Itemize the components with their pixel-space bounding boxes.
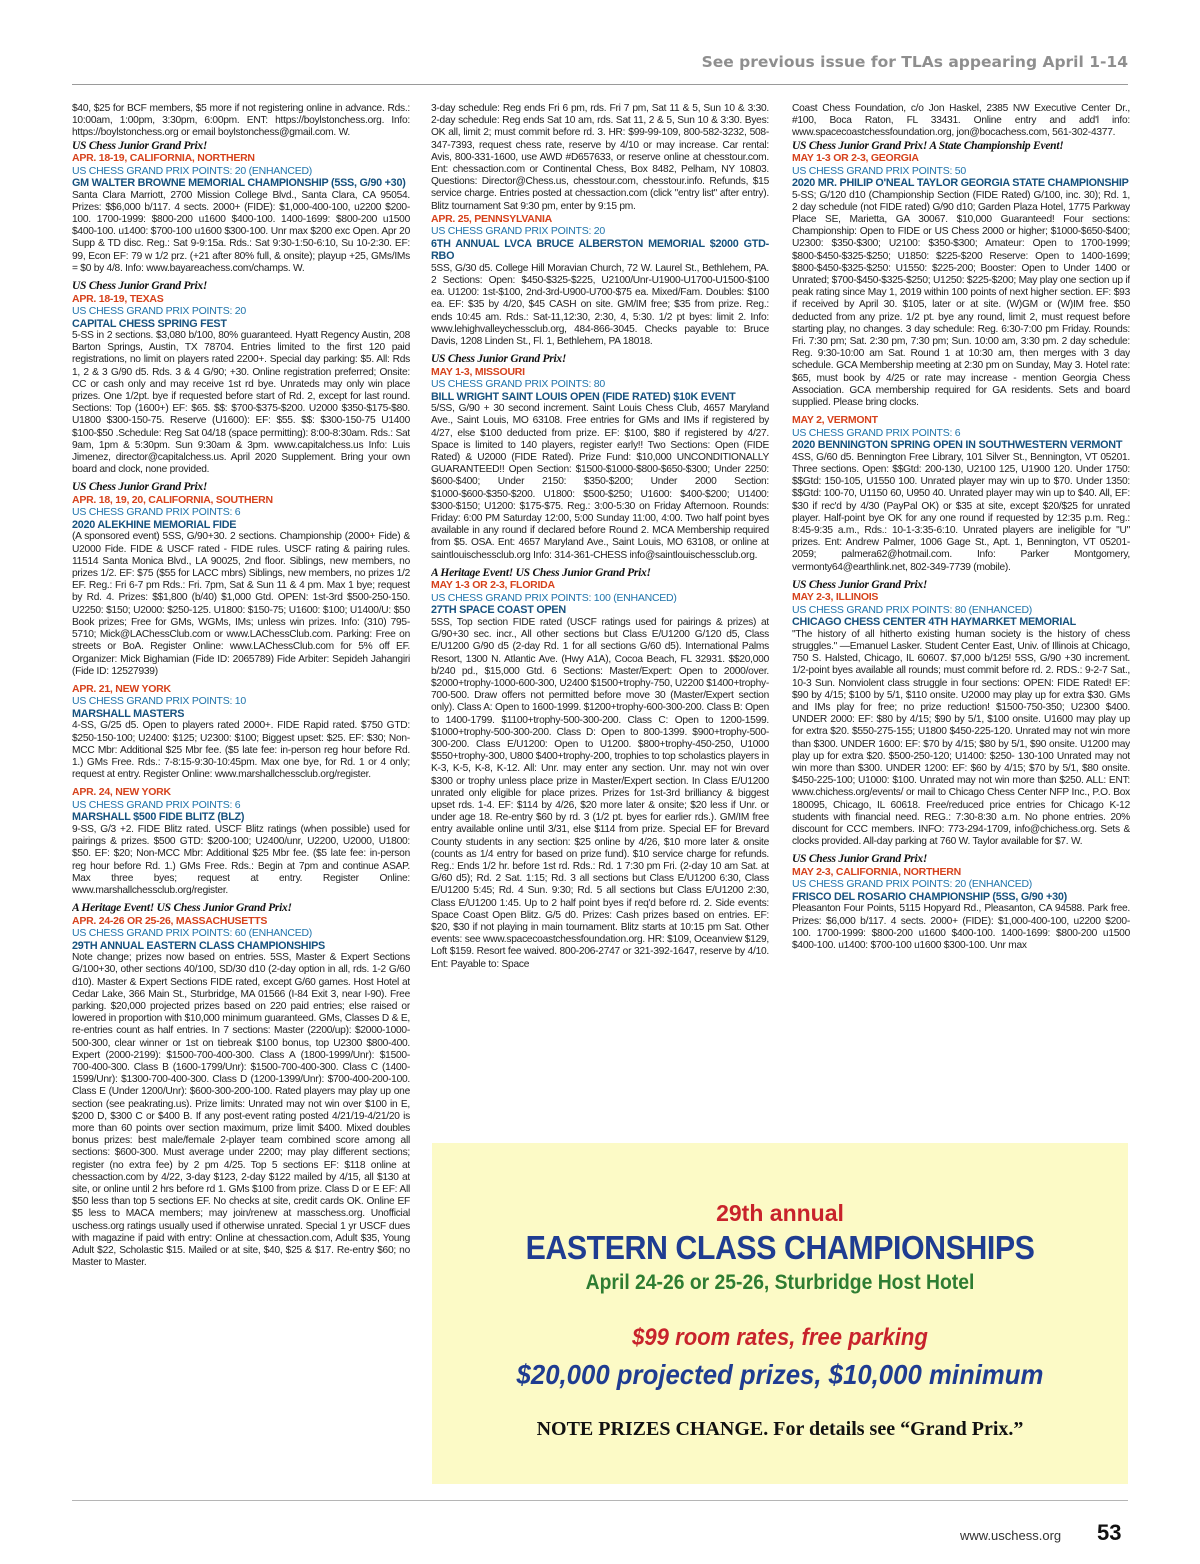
event-title: BILL WRIGHT SAINT LOUIS OPEN (FIDE RATED) $10K EVENT [431,390,736,403]
event-details: "The history of all hitherto existing human society is the history of chess struggles." —Emanuel Lasker. Student Center East, Univ. of Illinois at Chicago, 750 S. Halsted, Chicago, IL 60607. $7,000 b/125! 5SS, G/90 +30 increment. 1/2-point byes available all rounds; must commit before rd. 2. RDS.: 9-2-7 Sat., 10-3 Sun. Nonviolent class struggle in four sections: OPEN: FIDE Rated! EF: $90 by 4/15; $100 by 5/1, $110 onsite. U2000 may play up for extra $30. GMs and IMs play for free; no prize reduction! $1500-750-350; U2300 $400. UNDER 2000: EF: $80 by 4/15; $90 by 5/1, $100 onsite. U1600 may play up for extra $20. $550-275-155; U1800 $450-225-120. Unrated may not win more than $300. UNDER 1600: EF: $70 by 4/15; $80 by 5/1, $90 onsite. U1200 may play up for extra $20. $500-250-120; U1400: $250- 130-100 Unrated may not win more than $300. UNDER 1200: EF: $60 by 4/15; $70 by 5/1, $80 onsite. $450-225-100; U1000: $100. Unrated may not win more than $250. ALL: ENT: www.chichess.org/events/ or mail to Chicago Chess Center NFP Inc., P.O. Box 180095, Chicago, IL 60618. Free/reduced price entries for Chicago K-12 students with financial need. REG.: 7:30-8:30 a.m. No phone entries. 20% discount for CCC members. INFO: 773-294-1709, info@chichess.org. Sets & clocks provided. All-day parking at 760 W. Taylor available for $7. W. [792,628,1130,848]
event-date: MAY 1-3 OR 2-3, FLORIDA [431,579,555,592]
event-title: MARSHALL MASTERS [72,707,185,720]
event-title: GM WALTER BROWNE MEMORIAL CHAMPIONSHIP (5SS, G/90 +30) [72,177,406,190]
event-title: 6TH ANNUAL LVCA BRUCE ALBERSTON MEMORIAL $2000 GTD-RBO [431,237,769,263]
event-listing [72,683,410,782]
event-details: 4SS, G/60 d5. Bennington Free Library, 101 Silver St., Bennington, VT 05201. Three sections. Open: $$Gtd: 200-130, U2100 125, U1900 120. Under 1750: $$Gtd: 150-105, U1550 100. Unrated player may win up to $70. Under 1350: $$Gtd: 100-70, U1150 60, U950 40. Unrated player may win up to $40. All, EF: $30 if rec'd by 4/30 (PayPal OK) or $35 at site, except $20/$25 for unrated player. Half-point bye OK for any one round if requested by 12:35 p.m. Reg.: 8:45-9:35 a.m., Rds.: 10-1-3:35-6:10. Unrated players are ineligible for "U" prizes. Ent: Andrew Palmer, 1006 Gage St., Apt. 1, Bennington, VT 05201-2059; palmera62@hotmail.com. Info: Parker Montgomery, vermonty64@earthlink.net, 802-349-7739 (mobile). [792,451,1130,573]
event-title: MARSHALL $500 FIDE BLITZ (BLZ) [72,811,245,824]
ad-rates: $99 room rates, free parking [632,1324,928,1351]
grand-prix-points: US CHESS GRAND PRIX POINTS: 20 [431,225,605,238]
event-date: APR. 18-19, TEXAS [72,292,164,305]
grand-prix-points: US CHESS GRAND PRIX POINTS: 20 (ENHANCED) [72,164,313,177]
column-intro: $40, $25 for BCF members, $5 more if not registering online in advance. Rds.: 10:00am, 1:00pm, 3:30pm, 6:00pm. ENT: https://boylstonchess.org. Info: https://boylstonchess.org or email boylstonchess@gmail.com. W. [72,103,410,139]
page-number: 53 [1097,1520,1122,1545]
event-details: 5SS, Top section FIDE rated (USCF ratings used for pairings & prizes) at G/90+30 sec. incr., All other sections but Class E/U1200 G/120 d5, Class E/U1200 G/90 d5 (2-day Rd. 1 for all sections G/60 d5). International Palms Resort, 1300 N. Atlantic Ave. (Hwy A1A), Cocoa Beach, FL 32931. $$20,000 b/240 pd., $15,000 Gtd. 6 Sections: Master/Expert: Open to 2000/over. $2000+trophy-1000-600-300, U2400 $1500+trophy-750, U2200 $1400+trophy-700-500. Draw offers not permitted before move 30 (Master/Expert section only). Class A: Open to 1600-1999. $1200+trophy-600-300-200. Class B: Open to 1400-1799. $1100+trophy-500-300-200. Class C: Open to 1200-1599. $1000+trophy-500-300-200. Class D: Open to 800-1399. $900+trophy-500-300-200. Class E/U1200: Open to U1200. $800+trophy-450-250, U1000 $550+trophy-300, U800 $400+trophy-200, trophies to top scholastics players in K-3, K-5, K-8, K-12. All: Unr. may enter any section. Unr. may not win over $300 or trophy unless place prize in Master/Expert section. In Class E/U1200 unrated only eligible for place prizes. Prizes for 1st-3rd brilliancy & biggest upset rds. 1-4. EF: $114 by 4/26, $20 more later & onsite; $20 less if Unr. or under age 18. Re-entry $60 by rd. 3 (1/2 pt. byes for earlier rds.). GM/IM free entry available online until 3/31, else $114 from prize. Special EF for Brevard County students in any section: $25 online by 4/26, $10 more later & onsite (counts as 1/4 entry for based on prize fund). $10 service charge for refunds. Reg.: Ends 1/2 hr. before 1st rd. Rds.: Rd. 1 7:30 pm Fri. (2-day 10 am Sat. at G/60 d5); Rd. 2 Sat. 1:15; Rd. 3 all sections but Class E/U1200 6:30, Class E/U1200 5:45; Rd. 4 Sun. 9:30; Rd. 5 all sections but Class E/U1200 2:30, Class E/U1200 1:45. Up to 2 half point byes if req'd before rd. 2. Side events: Space Coast Open Blitz. G/5 d0. Prizes: Cash prizes based on entries. EF: $20, $30 if not playing in main tournament. Blitz starts at 10:15 pm Sat. Other events: see www.spacecoastchessfoundation.org. HR: $109, Oceanview $129, Loft $159. Resort fee waived. 800-206-2747 or 321-392-1647, reserve by 4/10. Ent: Payable to: Space [431,616,769,970]
event-date: MAY 2-3, ILLINOIS [792,591,879,604]
grand-prix-points: US CHESS GRAND PRIX POINTS: 6 [792,426,961,439]
event-title: CAPITAL CHESS SPRING FEST [72,317,227,330]
event-listing [431,567,769,971]
event-date: APR. 25, PENNSYLVANIA [431,212,552,225]
footer-url: www.uschess.org [960,1528,1062,1543]
event-tagline: US Chess Junior Grand Prix! [792,578,928,591]
event-details: 5SS, G/30 d5. College Hill Moravian Church, 72 W. Laurel St., Bethlehem, PA. 2 Sections: Open: $450-$325-$225, U2100/Unr-U1900-U1700-U1500-$100 ea. U1200: 1st-$100, 2nd-3rd-U900-U700-$75 ea. Mixed/Fam. Doubles: $100 ea. EF: $35 by 4/20, $45 CASH on site. GM/IM free; $35 from prize. Reg.: ends 10:45 am. Rds.: Sat-11,12:30, 2:30, 4, 5:30. 1/2 pt byes: limit 2. Info: www.lehighvalleychessclub.org, 484-866-3045. Checks payable to: Bruce Davis, 1208 Linden St., Fl. 1, Bethlehem, PA 18018. [431,262,769,348]
event-tagline: US Chess Junior Grand Prix! [72,481,208,494]
ad-note: NOTE PRIZES CHANGE. For details see “Grand Prix.” [536,1418,1024,1440]
header-rule [72,84,1128,85]
event-listing [792,414,1130,574]
column-intro: Coast Chess Foundation, c/o Jon Haskel, 2385 NW Executive Center Dr., #100, Boca Raton, FL 33431. Online entry and add'l info: www.spacecoastchessfoundation.org, jon@bocachess.com, 561-302-4377. [792,103,1130,139]
event-date: APR. 18-19, CALIFORNIA, NORTHERN [72,152,255,165]
event-title: 2020 MR. PHILIP O'NEAL TAYLOR GEORGIA STATE CHAMPIONSHIP [792,177,1129,190]
event-details: 5/SS, G/90 + 30 second increment. Saint Louis Chess Club, 4657 Maryland Ave., Saint Louis, MO 63108. Free entries for GMs and IMs if registered by 4/27, else $100 deducted from prize. EF: $100, $80 if registered by 4/27. Space is limited to 140 players, register early!! Two Sections: Open (FIDE Rated) & U2000 (FIDE Rated). Prize Fund: $10,000 UNCONDITIONALLY GUARANTEED!! Open Section: $1500-$1000-$800-$650-$300; Under 2250: $600-$400; Under 2150: $350-$200; Under 2000 Section: $1000-$600-$350-$200. U1800: $500-$250; U1600: $400-$200; U1400: $300-$150; U1200: $175-$75. Reg.: 3:00-5:30 on Friday Afternoon. Rounds: Friday: 6:00 PM Saturday 12:00, 5:00 Sunday 11:00, 4:00. Two half point byes available in any round if declared before Round 2. MCA Membership required from $5. OSA. Ent: 4657 Maryland Ave., Saint Louis, MO 63108, or online at saintlouischessclub.org Info: 314-361-CHESS info@saintlouischessclub.org. [431,403,769,561]
event-date: APR. 24-26 OR 25-26, MASSACHUSETTS [72,914,268,927]
event-list [72,140,410,1270]
grand-prix-points: US CHESS GRAND PRIX POINTS: 100 (ENHANCED) [431,591,677,604]
tournament-advertisement [432,1143,1128,1484]
footer-rule [72,1500,1128,1501]
event-date: APR. 24, NEW YORK [72,786,171,799]
column-2 [431,103,769,976]
event-listing [72,140,410,275]
event-listing [792,579,1130,849]
event-tagline: A Heritage Event! US Chess Junior Grand Prix! [72,902,292,915]
event-details: 5-SS; G/120 d10 (Championship Section (FIDE Rated) G/100, inc. 30); Rd. 1, 2 day schedule (not FIDE rated) G/90 d10; Garden Plaza Hotel, 1775 Parkway Place SE, Marietta, GA 30067. $10,000 Guaranteed! Four sections: Championship: Open to FIDE or US Chess 2000 or higher; $1000-$650-$400; U2300: $350-$300; U2100: $350-$300; Amateur: Open to 1700-1999; $800-$450-$325-$250; U1850: $225-$200 Reserve: Open to 1400-1699; $800-$450-$325-$250: U1550: $225-200; Booster: Open to Under 1400 or Unrated; $700-$450-$325-$250; U1250: $225-$200; May play one section up if peak rating since May 1, 2019 within 100 points of next higher section. EF: $93 if received by April 30. $105, later or at site. (W)GM or (W)IM free. $50 deducted from any prize. 1/2 pt. bye any round, limit 2, must request before starting play, no changes. 3 day schedule: Reg. 6:30-7:00 pm Friday. Rounds: Fri. 7:30 pm; Sat. 2:30 pm, 7:30 pm; Sun. 10:00 am, 3:30 pm. 2 day schedule: Reg. 9:30-10:00 am Sat. Round 1 at 10:30 am, then merges with 3 day schedule. GCA Membership meeting at 2:30 pm on Sunday, May 3. Hotel rate: $65, must book by 4/25 or rate may increase - mention Georgia Chess Association. GCA membership required for GA residents. Sets and board supplied. Please bring clocks. [792,189,1130,409]
event-date: MAY 2, VERMONT [792,414,878,427]
ad-prizes: $20,000 projected prizes, $10,000 minimum [516,1359,1044,1390]
column-3 [792,103,1130,957]
ad-dates: April 24-26 or 25-26, Sturbridge Host Hotel [585,1271,975,1294]
event-listing [72,902,410,1269]
event-date: MAY 1-3, MISSOURI [431,365,525,378]
event-date: APR. 21, NEW YORK [72,682,171,695]
event-list [431,213,769,971]
event-tagline: US Chess Junior Grand Prix! A State Championship Event! [792,139,1064,152]
event-date: MAY 2-3, CALIFORNIA, NORTHERN [792,865,961,878]
grand-prix-points: US CHESS GRAND PRIX POINTS: 6 [72,506,241,519]
event-listing [72,481,410,677]
grand-prix-points: US CHESS GRAND PRIX POINTS: 80 (ENHANCED) [792,603,1033,616]
event-details: 9-SS, G/3 +2. FIDE Blitz rated. USCF Blitz ratings (when possible) used for pairings & prizes. $500 GTD: $200-100; U2400/unr, U2200, U2000, U1800: $50. EF: $20; Non-MCC Mbr: Additional $25 Mbr fee. ($5 late fee: in-person reg hour before Rd. 1.) GMs Free. Rds.: Begin at 7pm and continue ASAP. Max three byes; request at entry. Register Online: www.marshallchessclub.org/register. [72,823,410,896]
grand-prix-points: US CHESS GRAND PRIX POINTS: 60 (ENHANCED) [72,927,313,940]
event-tagline: US Chess Junior Grand Prix! [792,853,928,866]
event-listing [72,280,410,476]
event-tagline: US Chess Junior Grand Prix! [431,353,567,366]
event-title: 29TH ANNUAL EASTERN CLASS CHAMPIONSHIPS [72,939,326,952]
grand-prix-points: US CHESS GRAND PRIX POINTS: 20 (ENHANCED) [792,878,1033,891]
event-title: CHICAGO CHESS CENTER 4TH HAYMARKET MEMORIAL [792,616,1076,629]
page-header: See previous issue for TLAs appearing April 1-14 [701,53,1128,71]
event-details: (A sponsored event) 5SS, G/90+30. 2 sections. Championship (2000+ Fide) & U2000 Fide. FIDE & USCF rated - FIDE rules. USCF rating & pairing rules. 11514 Santa Monica Blvd., LA 90025, 2nd floor. Siblings, new members, no prizes 1/2. EF: $75 ($55 for LACC mbrs) Siblings, new members, no prizes 1/2 EF. Reg.: Fri 6-7 pm Rds.: Fri. 7pm, Sat & Sun 11 & 4 pm. Max 1 bye; request by Rd. 4. Prizes: $$1,800 (b/40) $1,000 Gtd. OPEN: 1st-3rd $500-250-150. U2250: $150; U2000: $250-125. U1800: $150-75; U1600: $100; U1400/U: $50 Book prizes; Free for GMs, WGMs, IMs; unless win prizes. Info: (310) 795-5710; Mick@LAChessClub.com or www.LAChessClub.com. Parking: Free on streets or BoA. Register Online: www.LAChessClub.com for 5% off EF. Organizer: Mick Bighamian (Fide ID: 2065789) Fide Arbiter: Sepideh Jahangiri (Fide ID: 12527939) [72,531,410,677]
event-date: MAY 1-3 OR 2-3, GEORGIA [792,152,919,165]
grand-prix-points: US CHESS GRAND PRIX POINTS: 80 [431,378,605,391]
event-details: 5-SS in 2 sections. $3,080 b/100, 80% guaranteed. Hyatt Regency Austin, 208 Barton Springs, Austin, TX 78704. Entries limited to the first 120 paid registrations, no limit on players rated 2200+. Special day parking: $5. All: Rds 1, 2 & 3 G/90 d5. Rds. 3 & 4 G/90; +30. Online registration preferred; Onsite: CC or cash only and may receive 1st rd bye. Unrateds may only win place prizes. One 1/2pt. bye if requested before start of Rd. 2, except for last round. Sections: Top (1600+) EF: $65. $$: $700-$375-$200. U2000 $350-$175-$80. U1800 $300-150-75. Reserve (U1600): EF: $55. $$: $300-150-75 U1400 $100-$50 .Schedule: Reg Sat 04/18 (space permitting): 8:00-8:30am. Rds.: Sat 9am, 1pm & 5:30pm. Sun 9:30am & 3pm. www.capitalchess.us Info: Luis Jimenez, director@capitalchess.us. April 2020 Supplement. Bring your own board and clock, none provided. [72,330,410,476]
grand-prix-points: US CHESS GRAND PRIX POINTS: 50 [792,164,966,177]
grand-prix-points: US CHESS GRAND PRIX POINTS: 20 [72,305,246,318]
event-tagline: A Heritage Event! US Chess Junior Grand Prix! [431,566,651,579]
event-list [792,140,1130,953]
event-title: 27TH SPACE COAST OPEN [431,604,566,617]
event-details: 4-SS, G/25 d5. Open to players rated 2000+. FIDE Rapid rated. $750 GTD: $250-150-100; U2400: $125; U2300: $100; Biggest upset: $25. EF: $30; Non-MCC Mbr: Additional $25 Mbr fee. ($5 late fee: in-person reg hour before Rd. 1.) GMs Free. Rds.: 7-8:15-9:30-10:45pm. Max one bye, for Rd. 1 or 4 only; request at entry. Register Online: www.marshallchessclub.org/register. [72,720,410,781]
event-title: 2020 ALEKHINE MEMORIAL FIDE [72,518,237,531]
event-title: 2020 BENNINGTON SPRING OPEN IN SOUTHWESTERN VERMONT [792,439,1123,452]
ad-edition: 29th annual [716,1200,844,1226]
event-tagline: US Chess Junior Grand Prix! [72,280,208,293]
grand-prix-points: US CHESS GRAND PRIX POINTS: 6 [72,798,241,811]
event-details: Santa Clara Marriott, 2700 Mission College Blvd., Santa Clara, CA 95054. Prizes: $$6,000 b/117. 4 sects. 2000+ (FIDE): $1,000-400-100, u2200 $200-100. 1700-1999: $800-200 u1600 $400-100. 1400-1699: $800-200 u1500 $400-100. u1400: $700-100 u1600 $300-100. Unr max $200 exc Open. Apr 20 Supp & TD disc. Reg.: Sat 9-9:15a. Rds.: Sat 9:30-1:50-6:10, Su 10-2:30. EF: 99, Econ EF: 79 w 1/2 prz. (+21 after 80% full, & onsite); playup +25, GMs/IMs = $0 by 4/8. Info: www.bayareachess.com/champs. W. [72,189,410,274]
event-listing [792,140,1130,410]
column-intro: 3-day schedule: Reg ends Fri 6 pm, rds. Fri 7 pm, Sat 11 & 5, Sun 10 & 3:30. 2-day schedule: Reg ends Sat 10 am, rds. Sat 11, 2 & 5, Sun 10 & 3:30. Byes: OK all, limit 2; must commit before rd. 3. HR: $99-99-109, 800-582-3232, 508-347-7393, request chess rate, reserve by 4/10 or may increase. Car rental: Avis, 800-331-1600, use AWD #D657633, or reserve online at chesstour.com. Ent: chessaction.com or Continental Chess, Box 8482, Pelham, NY 10803. Questions: Director@Chess.us, chesstour.com, chesstour.info. Refunds, $15 service charge. Entries posted at chessaction.com (click "entry list" after entry). Blitz tournament Sat 9:30 pm, enter by 9:15 pm. [431,103,769,212]
column-1 [72,103,410,1274]
event-details: Pleasanton Four Points, 5115 Hopyard Rd., Pleasanton, CA 94588. Park free. Prizes: $6,000 b/117. 4 sects. 2000+ (FIDE): $1,000-400-100, u2200 $200-100. 1700-1999: $800-200 u1600 $400-100. 1400-1699: $800-200 u1500 $400-100. u1400: $700-100 u1600 $300-100. Unr max [792,903,1130,952]
event-title: FRISCO DEL ROSARIO CHAMPIONSHIP (5SS, G/90 +30) [792,890,1067,903]
event-date: APR. 18, 19, 20, CALIFORNIA, SOUTHERN [72,493,273,506]
event-details: Note change; prizes now based on entries. 5SS, Master & Expert Sections G/100+30, other sections 40/100, SD/30 d10 (2-day option in all, rds. 1-2 G/60 d10). Master & Expert Sections FIDE rated, except G/60 games. Host Hotel at Cedar Lake, 366 Main St., Sturbridge, MA 01566 (I-84 Exit 3, near I-90). Free parking. $20,000 projected prizes based on 220 paid entries; else raised or lowered in proportion with $10,000 minimum guaranteed. GMs, Classes D & E, re-entries count as half entries. In 7 sections: Master (2200/up): $2000-1000-500-300, clear winner or 1st on tiebreak $100 bonus, top U2300 $800-400. Expert (2000-2199): $1500-700-400-300. Class A (1800-1999/Unr): $1500-700-400-300. Class B (1600-1799/Unr): $1500-700-400-300. Class C (1400-1599/Unr): $1300-700-400-300. Class D (1200-1399/Unr): $700-400-200-100. Class E (Under 1200/Unr): $600-300-200-100. Rated players may play up one section (see peakrating.us). Prize limits: Unrated may not win over $100 in E, $200 D, $300 C or $400 B. If any post-event rating posted 4/21/19-4/21/20 is more than 60 points over section maximum, prize limit $400. Mixed doubles bonus prizes: best male/female 2-player team combined score among all sections: $600-300. Must average under 2200; may play different sections; register (no extra fee) by 2 pm 4/25. Top 5 sections EF: $118 online at chessaction.com by 4/22, 3-day $123, 2-day $122 mailed by 4/15, all $130 at site, or online until 2 hrs before rd 1. GMs $100 from prize. Class D or E EF: All $50 less than top 5 sections EF. No checks at site, credit cards OK. Online EF $5 less to MACA members; may join/renew at masschess.org. Unofficial uschess.org ratings usually used if otherwise unrated. Special 1 yr USCF dues with magazine if paid with entry: Online at chessaction.com, Adult $35, Young Adult $22, Scholastic $15. Mailed or at site, $40, $25 & $17. Re-entry $60; no Master to Master. [72,952,410,1269]
event-listing [792,853,1130,952]
ad-title: EASTERN CLASS CHAMPIONSHIPS [525,1229,1035,1266]
event-tagline: US Chess Junior Grand Prix! [72,139,208,152]
grand-prix-points: US CHESS GRAND PRIX POINTS: 10 [72,695,246,708]
event-listing [431,353,769,562]
event-listing [72,786,410,897]
event-listing [431,213,769,348]
